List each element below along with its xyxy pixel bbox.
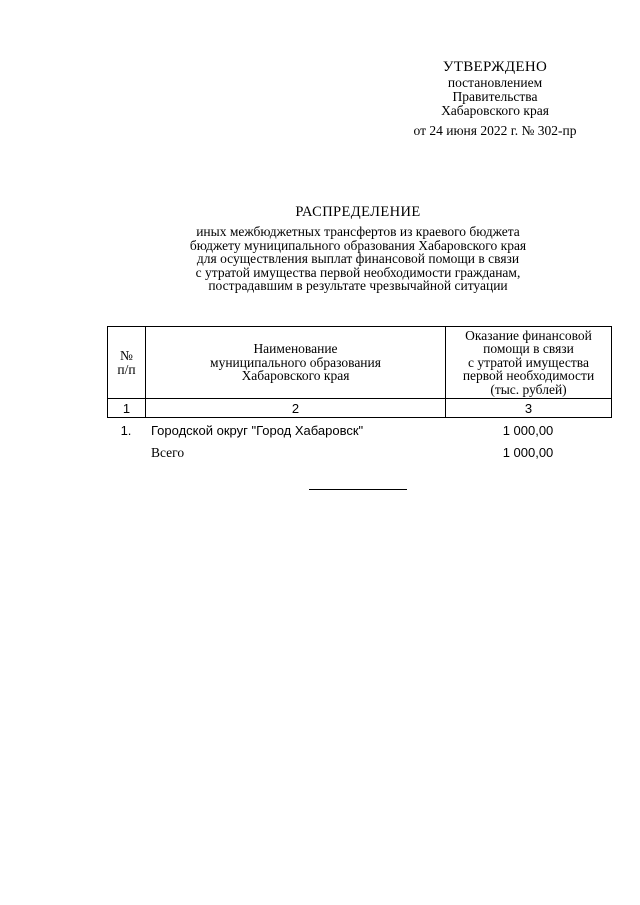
total-row xyxy=(107,443,611,465)
header-municipality xyxy=(146,327,446,399)
total-label: Всего xyxy=(151,445,185,460)
row-number: 1. xyxy=(120,423,132,438)
header-text: первой необходимости xyxy=(462,368,595,384)
end-divider xyxy=(309,489,407,490)
subtitle-line: для осуществления выплат финансовой помощи в связи xyxy=(196,251,520,267)
approval-line: Правительства xyxy=(452,89,538,104)
header-text: Оказание финансовой xyxy=(465,327,592,343)
row-amount: 1 000,00 xyxy=(502,423,554,438)
header-number xyxy=(108,327,146,399)
table-row xyxy=(107,421,611,443)
column-number: 1 xyxy=(108,399,146,418)
subtitle-line: с утратой имущества первой необходимости гражданам, xyxy=(195,264,521,280)
header-text: (тыс. рублей) xyxy=(490,381,567,397)
table-body xyxy=(107,421,611,465)
title-subtitle xyxy=(120,225,596,293)
header-text: помощи в связи xyxy=(483,341,574,357)
header-text: Хабаровского края xyxy=(241,368,350,384)
distribution-table xyxy=(107,326,612,418)
approval-block xyxy=(395,58,595,139)
approval-heading: УТВЕРЖДЕНО xyxy=(442,59,548,75)
header-amount xyxy=(446,327,612,399)
column-number: 2 xyxy=(146,399,446,418)
approval-date: от 24 июня 2022 г. № 302-пр xyxy=(413,123,577,138)
table-header-row xyxy=(108,327,612,399)
row-municipality: Городской округ "Город Хабаровск" xyxy=(151,423,364,438)
title-name: РАСПРЕДЕЛЕНИЕ xyxy=(295,204,421,220)
column-number-row xyxy=(108,399,612,418)
header-text: муниципального образования xyxy=(210,354,381,370)
subtitle-line: иных межбюджетных трансфертов из краевого бюджета xyxy=(196,224,520,239)
header-text: № xyxy=(120,348,133,364)
header-text: п/п xyxy=(117,361,136,377)
column-number: 3 xyxy=(446,399,612,418)
document-title xyxy=(120,204,596,293)
approval-line: постановлением xyxy=(447,75,543,90)
header-text: с утратой имущества xyxy=(468,354,589,370)
subtitle-line: пострадавшим в результате чрезвычайной ситуации xyxy=(208,278,508,294)
total-amount: 1 000,00 xyxy=(502,445,554,460)
subtitle-line: бюджету муниципального образования Хабаровского края xyxy=(189,237,527,253)
approval-line: Хабаровского края xyxy=(441,103,549,118)
header-text: Наименование xyxy=(253,341,338,357)
